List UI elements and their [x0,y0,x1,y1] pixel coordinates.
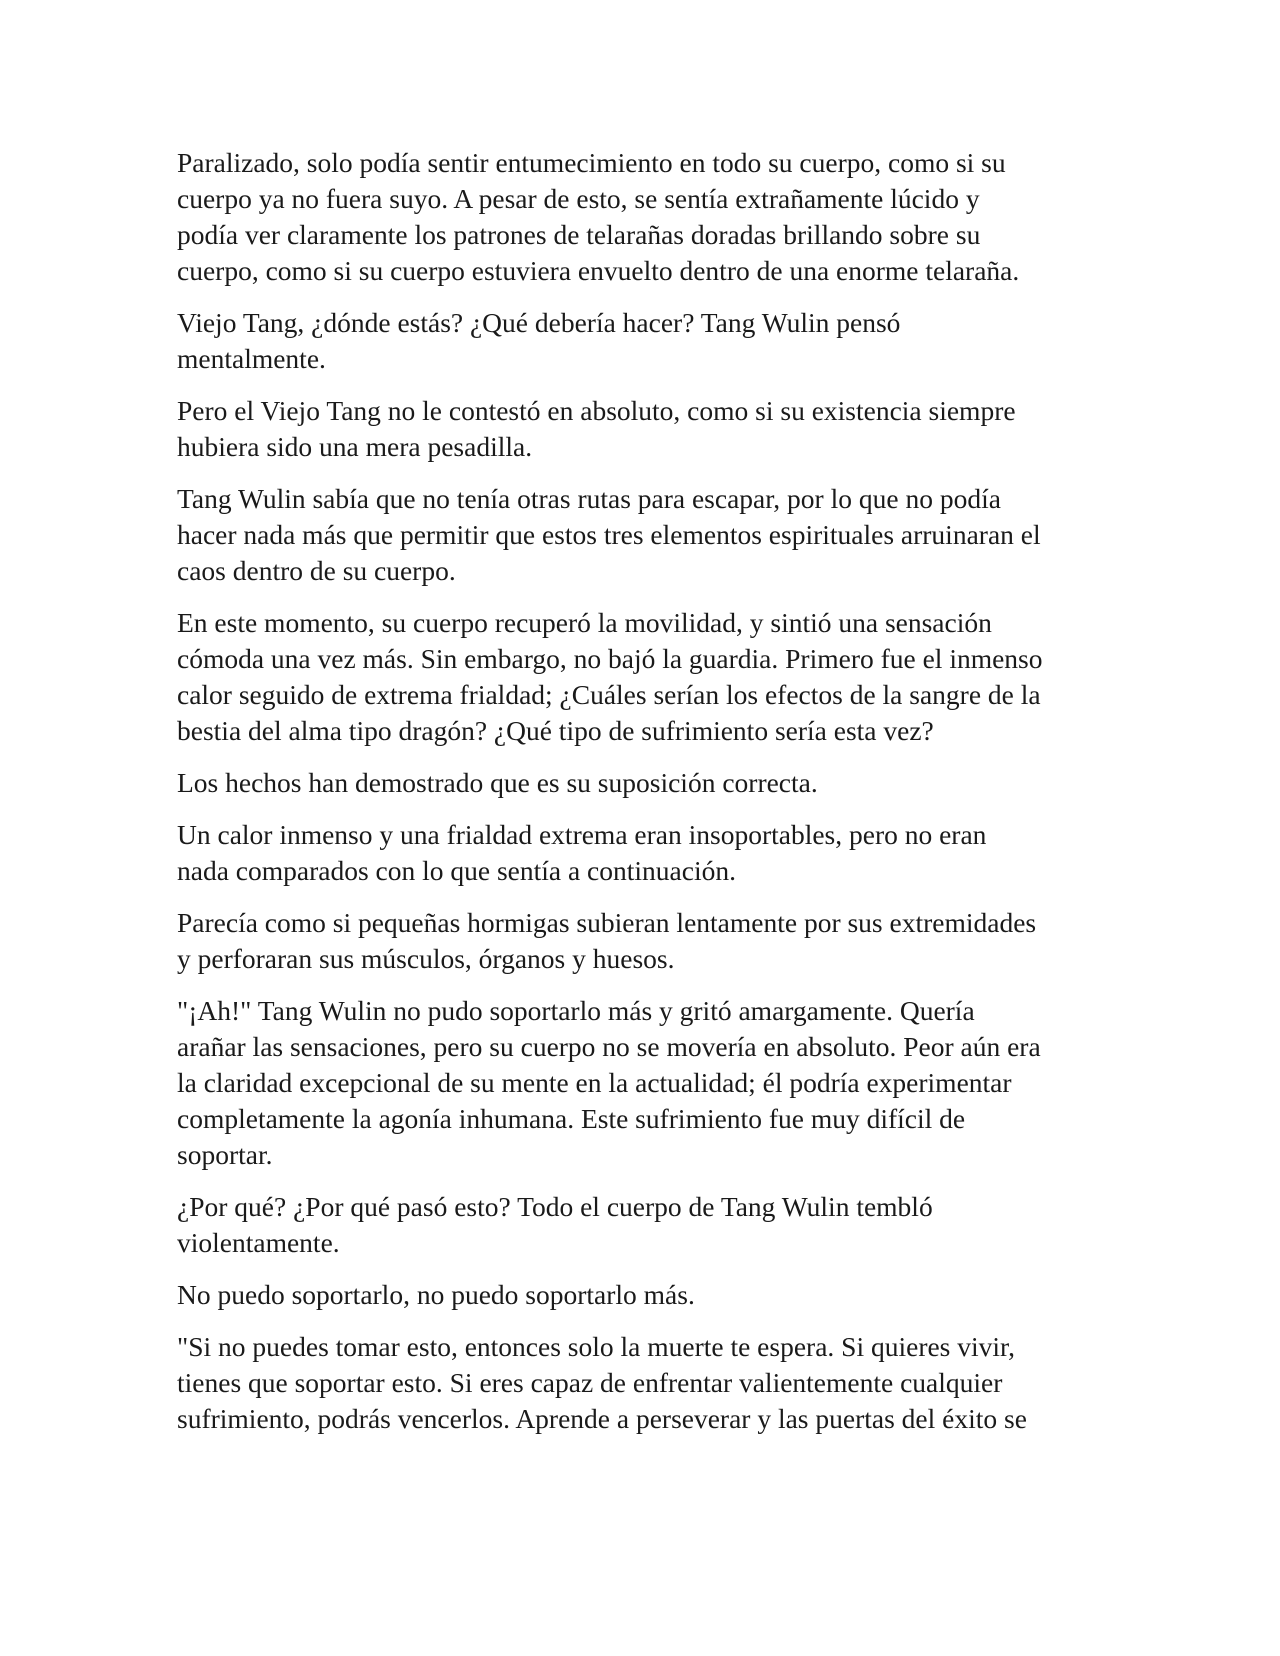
paragraph: Paralizado, solo podía sentir entumecimiento en todo su cuerpo, como si su cuerpo ya no fuera suyo. A pesar de esto, se sentía extrañamente lúcido y podía ver claramente los patrones de telarañas doradas brillando sobre su cuerpo, como si su cuerpo estuviera envuelto dentro de una enorme telaraña. [177,147,1020,286]
paragraph: Viejo Tang, ¿dónde estás? ¿Qué debería hacer? Tang Wulin pensó mentalmente. [177,307,901,374]
document-body [177,145,1112,1437]
paragraph: Los hechos han demostrado que es su suposición correcta. [177,767,818,798]
paragraph: No puedo soportarlo, no puedo soportarlo más. [177,1279,695,1310]
paragraph: Pero el Viejo Tang no le contestó en absoluto, como si su existencia siempre hubiera sido una mera pesadilla. [177,395,1016,462]
paragraph: ¿Por qué? ¿Por qué pasó esto? Todo el cuerpo de Tang Wulin tembló violentamente. [177,1191,933,1258]
paragraph: Tang Wulin sabía que no tenía otras rutas para escapar, por lo que no podía hacer nada más que permitir que estos tres elementos espirituales arruinaran el caos dentro de su cuerpo. [177,483,1041,586]
paragraph: Parecía como si pequeñas hormigas subieran lentamente por sus extremidades y perforaran sus músculos, órganos y huesos. [177,907,1037,974]
paragraph: "¡Ah!" Tang Wulin no pudo soportarlo más y gritó amargamente. Quería arañar las sensaciones, pero su cuerpo no se movería en absoluto. Peor aún era la claridad excepcional de su mente en la actualidad; él podría experimentar completamente la agonía inhumana. Este sufrimiento fue muy difícil de soportar. [177,995,1041,1170]
paragraph: Un calor inmenso y una frialdad extrema eran insoportables, pero no eran nada comparados con lo que sentía a continuación. [177,819,987,886]
paragraph: En este momento, su cuerpo recuperó la movilidad, y sintió una sensación cómoda una vez más. Sin embargo, no bajó la guardia. Primero fue el inmenso calor seguido de extrema frialdad; ¿Cuáles serían los efectos de la sangre de la bestia del alma tipo dragón? ¿Qué tipo de sufrimiento sería esta vez? [177,607,1043,746]
paragraph: "Si no puedes tomar esto, entonces solo la muerte te espera. Si quieres vivir, tienes que soportar esto. Si eres capaz de enfrentar valientemente cualquier sufrimiento, podrás vencerlos. Aprende a perseverar y las puertas del éxito se [177,1331,1027,1434]
